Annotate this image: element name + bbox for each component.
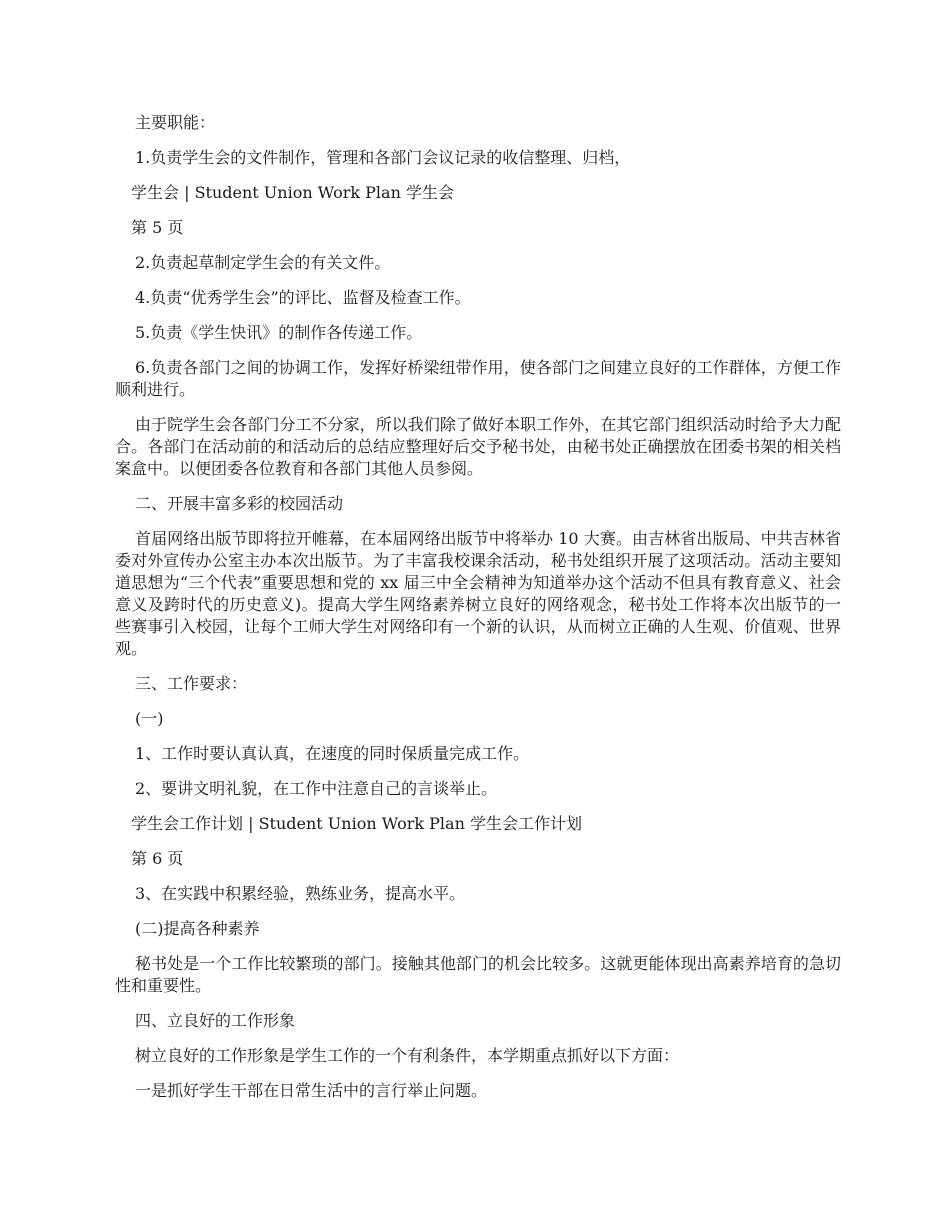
subsection-heading-1: (一) — [135, 709, 164, 728]
section-heading-4: 四、立良好的工作形象 — [135, 1011, 296, 1030]
paragraph-duty-1: 1.负责学生会的文件制作，管理和各部门会议记录的收信整理、归档， — [135, 148, 631, 167]
paragraph-secretariat: 秘书处是一个工作比较繁琐的部门。接触其他部门的机会比较多。这就更能体现出高素养培育的急切性和重要性。 — [115, 954, 841, 995]
paragraph-requirement-2: 2、要讲文明礼貌，在工作中注意自己的言谈举止。 — [135, 779, 498, 798]
paragraph-cooperation: 由于院学生会各部门分工不分家，所以我们除了做好本职工作外，在其它部门组织活动时给予大力配合。各部门在活动前的和活动后的总结应整理好后交予秘书处，由秘书处正确摆放在团委书架的相关档案盒中。以便团委各位教育和各部门其他人员参阅。 — [115, 415, 841, 478]
paragraph-point-1: 一是抓好学生干部在日常生活中的言行举止问题。 — [135, 1081, 488, 1100]
page-number: 第 5 页 — [131, 218, 184, 237]
paragraph-main-duties: 主要职能： — [135, 113, 216, 132]
running-header: 学生会工作计划 | Student Union Work Plan 学生会工作计划 — [131, 814, 582, 833]
subsection-heading-2: (二)提高各种素养 — [135, 919, 260, 938]
paragraph-image: 树立良好的工作形象是学生工作的一个有利条件，本学期重点抓好以下方面： — [135, 1046, 680, 1065]
running-header: 学生会 | Student Union Work Plan 学生会 — [131, 183, 454, 202]
paragraph-requirement-1: 1、工作时要认真认真，在速度的同时保质量完成工作。 — [135, 744, 530, 763]
paragraph-duty-4: 4.负责“优秀学生会”的评比、监督及检查工作。 — [135, 288, 471, 307]
page-number: 第 6 页 — [131, 849, 184, 868]
section-heading-2: 二、开展丰富多彩的校园活动 — [135, 494, 344, 513]
section-heading-3: 三、工作要求： — [135, 674, 248, 693]
paragraph-duty-5: 5.负责《学生快讯》的制作各传递工作。 — [135, 323, 423, 342]
document-body — [115, 112, 841, 1115]
paragraph-duty-2: 2.负责起草制定学生会的有关文件。 — [135, 253, 391, 272]
paragraph-duty-6: 6.负责各部门之间的协调工作，发挥好桥梁纽带作用，使各部门之间建立良好的工作群体，方便工作顺利进行。 — [115, 358, 841, 399]
paragraph-publishing-festival: 首届网络出版节即将拉开帷幕，在本届网络出版节中将举办 10 大赛。由吉林省出版局、中共吉林省委对外宣传办公室主办本次出版节。为了丰富我校课余活动，秘书处组织开展了这项活动。活动主要知道思想为“三个代表”重要思想和党的 xx 届三中全会精神为知道举办这个活动不但具有教育意义、社会意义及跨时代的历史意义)。提高大学生网络素养树立良好的网络观念，秘书处工作将本次出版节的一些赛事引入校园，让每个工师大学生对网络印有一个新的认识，从而树立正确的人生观、价值观、世界观。 — [115, 529, 841, 658]
paragraph-requirement-3: 3、在实践中积累经验，熟练业务，提高水平。 — [135, 884, 466, 903]
